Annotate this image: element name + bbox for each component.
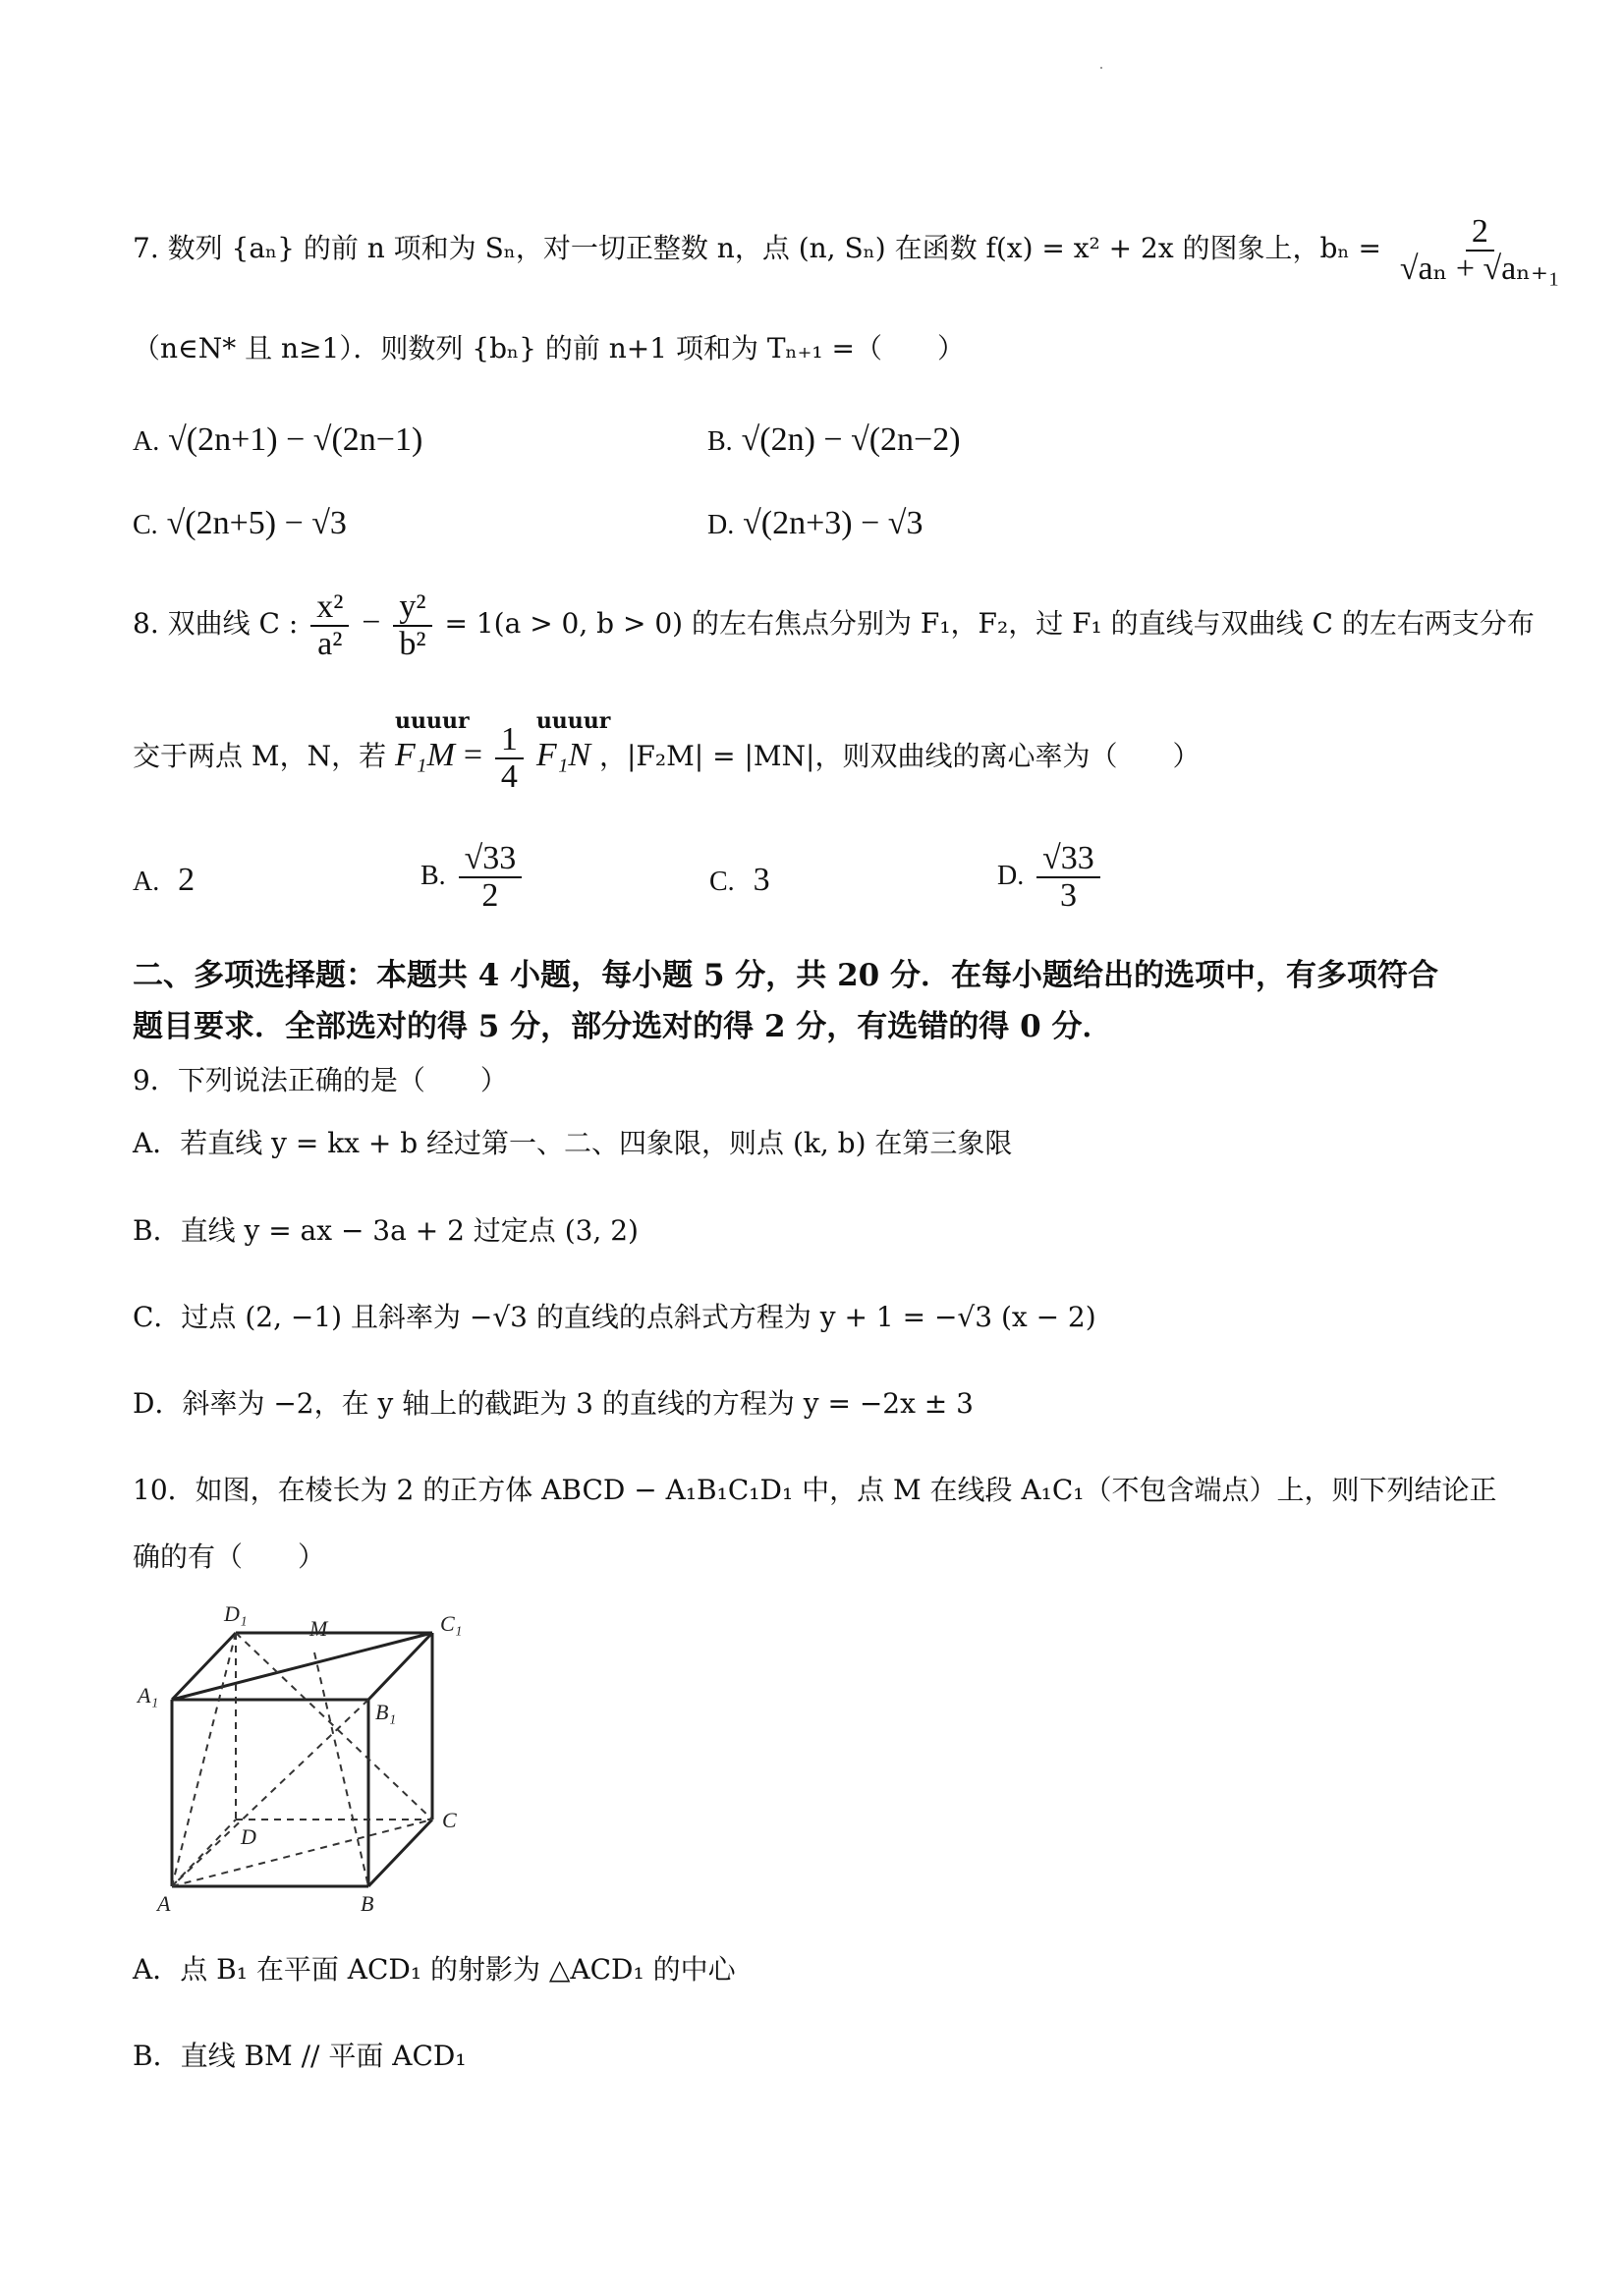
q7-stem-line2: （n∈N* 且 n≥1）．则数列 {bₙ} 的前 n+1 项和为 Tₙ₊₁ =（ ） <box>133 332 966 364</box>
diagonal-a1-c1 <box>172 1633 432 1700</box>
option-text: √(2n) − √(2n−2) <box>741 421 961 458</box>
equals-sign: = <box>463 737 482 774</box>
edge-b-c <box>368 1820 432 1886</box>
q8-stem-text: 交于两点 M，N，若 <box>133 740 387 773</box>
line-d1-c <box>236 1633 432 1820</box>
fraction-numerator: √33 <box>459 841 523 878</box>
line-b1-a <box>172 1700 368 1886</box>
q8-stem-text-tail: ，|F₂M| = |MN|，则双曲线的离心率为（ ） <box>599 740 1201 773</box>
label-b: B <box>361 1891 374 1916</box>
option-label: D. <box>997 861 1025 892</box>
q8-stem-line2 <box>133 708 1201 795</box>
label-c1: C₁ <box>440 1611 463 1636</box>
label-a: A <box>157 1891 171 1916</box>
q9-option-d: D．斜率为 −2，在 y 轴上的截距为 3 的直线的方程为 y = −2x ± 3 <box>133 1387 974 1420</box>
fraction-numerator: √33 <box>1036 841 1100 878</box>
option-label: B. <box>707 426 733 457</box>
q8-option-b-fraction <box>459 841 523 913</box>
q7-option-c <box>133 504 347 544</box>
q10-stem-line1: 10．如图，在棱长为 2 的正方体 ABCD − A₁B₁C₁D₁ 中，点 M 在线段 A₁C₁（不包含端点）上，则下列结论正 <box>133 1474 1497 1506</box>
fraction-denominator: 2 <box>481 876 499 914</box>
label-b1: B₁ <box>375 1700 397 1724</box>
q8-stem-text-tail: = 1(a > 0, b > 0) 的左右焦点分别为 F₁，F₂，过 F₁ 的直线与双曲线 C 的左右两支分布 <box>444 607 1535 641</box>
line-a-c <box>172 1820 432 1886</box>
option-label: A. <box>133 426 160 457</box>
q8-quarter-fraction <box>495 722 524 794</box>
section2-heading-line1: 二、多项选择题：本题共 4 小题，每小题 5 分，共 20 分．在每小题给出的选项中，有多项符合 <box>133 958 1439 993</box>
option-label: D. <box>707 510 735 540</box>
option-text: √(2n+3) − √3 <box>743 505 923 541</box>
option-text: 2 <box>178 862 196 898</box>
label-a1: A₁ <box>138 1683 159 1708</box>
vector-text: F₁N <box>535 737 591 774</box>
page-speck <box>1100 67 1102 69</box>
option-text: √(2n+5) − √3 <box>166 505 347 541</box>
q8-option-c <box>709 861 770 901</box>
line-d1-a <box>172 1633 236 1886</box>
fraction-numerator: x² <box>310 589 349 627</box>
q8-option-a <box>133 861 195 901</box>
q8-stem-text: 8. 双曲线 C : <box>133 607 299 641</box>
q7-stem-text: 7. 数列 {aₙ} 的前 n 项和为 Sₙ，对一切正整数 n，点 (n, Sₙ) 在函数 f(x) = x² + 2x 的图象上，bₙ = <box>133 232 1381 265</box>
cube-figure <box>128 1601 481 1916</box>
option-label: A. <box>133 867 160 897</box>
option-text: 3 <box>753 862 770 898</box>
option-label: C. <box>709 867 735 897</box>
option-label: B. <box>420 861 446 892</box>
label-d: D <box>241 1824 256 1849</box>
label-c: C <box>442 1808 457 1832</box>
fraction-denominator: 3 <box>1059 876 1077 914</box>
q8-option-b <box>420 841 526 913</box>
q8-option-d-fraction <box>1036 841 1100 913</box>
q8-stem-line1 <box>133 589 1535 661</box>
fraction-denominator: b² <box>399 625 426 662</box>
edge-c1-b1 <box>368 1633 432 1700</box>
q7-option-d <box>707 504 923 544</box>
edge-a1-d1 <box>172 1633 236 1700</box>
line-m-b <box>314 1652 368 1886</box>
q7-bn-fraction <box>1394 214 1566 286</box>
vector-arrow-glyph: uuuur <box>535 708 611 735</box>
option-text: √(2n+1) − √(2n−1) <box>168 421 423 458</box>
fraction-denominator: 4 <box>500 757 518 795</box>
q8-vector-f1n <box>535 708 611 776</box>
q8-x2-fraction <box>310 589 349 661</box>
q7-option-b <box>707 420 961 461</box>
q10-stem-line2: 确的有（ ） <box>133 1540 326 1573</box>
q9-option-a: A．若直线 y = kx + b 经过第一、二、四象限，则点 (k, b) 在第三象限 <box>133 1127 1013 1159</box>
q10-option-b: B．直线 BM // 平面 ACD₁ <box>133 2040 467 2072</box>
q9-option-c: C．过点 (2, −1) 且斜率为 −√3 的直线的点斜式方程为 y + 1 = −√3 (x − 2) <box>133 1301 1096 1333</box>
label-d1: D₁ <box>224 1601 248 1626</box>
q7-stem-line1 <box>133 214 1570 286</box>
section2-heading-line2: 题目要求．全部选对的得 5 分，部分选对的得 2 分，有选错的得 0 分． <box>133 1009 1113 1044</box>
fraction-numerator: y² <box>393 589 431 627</box>
q7-bn-denominator: √aₙ + √aₙ₊₁ <box>1399 250 1560 287</box>
fraction-numerator: 1 <box>495 722 524 759</box>
vector-arrow-glyph: uuuur <box>394 708 470 735</box>
minus-sign: − <box>362 604 381 642</box>
vector-text: F₁M <box>394 737 455 774</box>
label-m: M <box>309 1616 328 1641</box>
option-label: C. <box>133 510 158 540</box>
q7-option-a <box>133 420 422 461</box>
q8-vector-f1m <box>394 708 470 776</box>
q7-bn-numerator: 2 <box>1466 214 1494 252</box>
q9-stem: 9．下列说法正确的是（ ） <box>133 1064 508 1096</box>
q8-y2-fraction <box>393 589 431 661</box>
q8-option-d <box>997 841 1104 913</box>
q9-option-b: B．直线 y = ax − 3a + 2 过定点 (3, 2) <box>133 1214 639 1247</box>
q10-option-a: A．点 B₁ 在平面 ACD₁ 的射影为 △ACD₁ 的中心 <box>133 1953 736 1986</box>
fraction-denominator: a² <box>317 625 343 662</box>
